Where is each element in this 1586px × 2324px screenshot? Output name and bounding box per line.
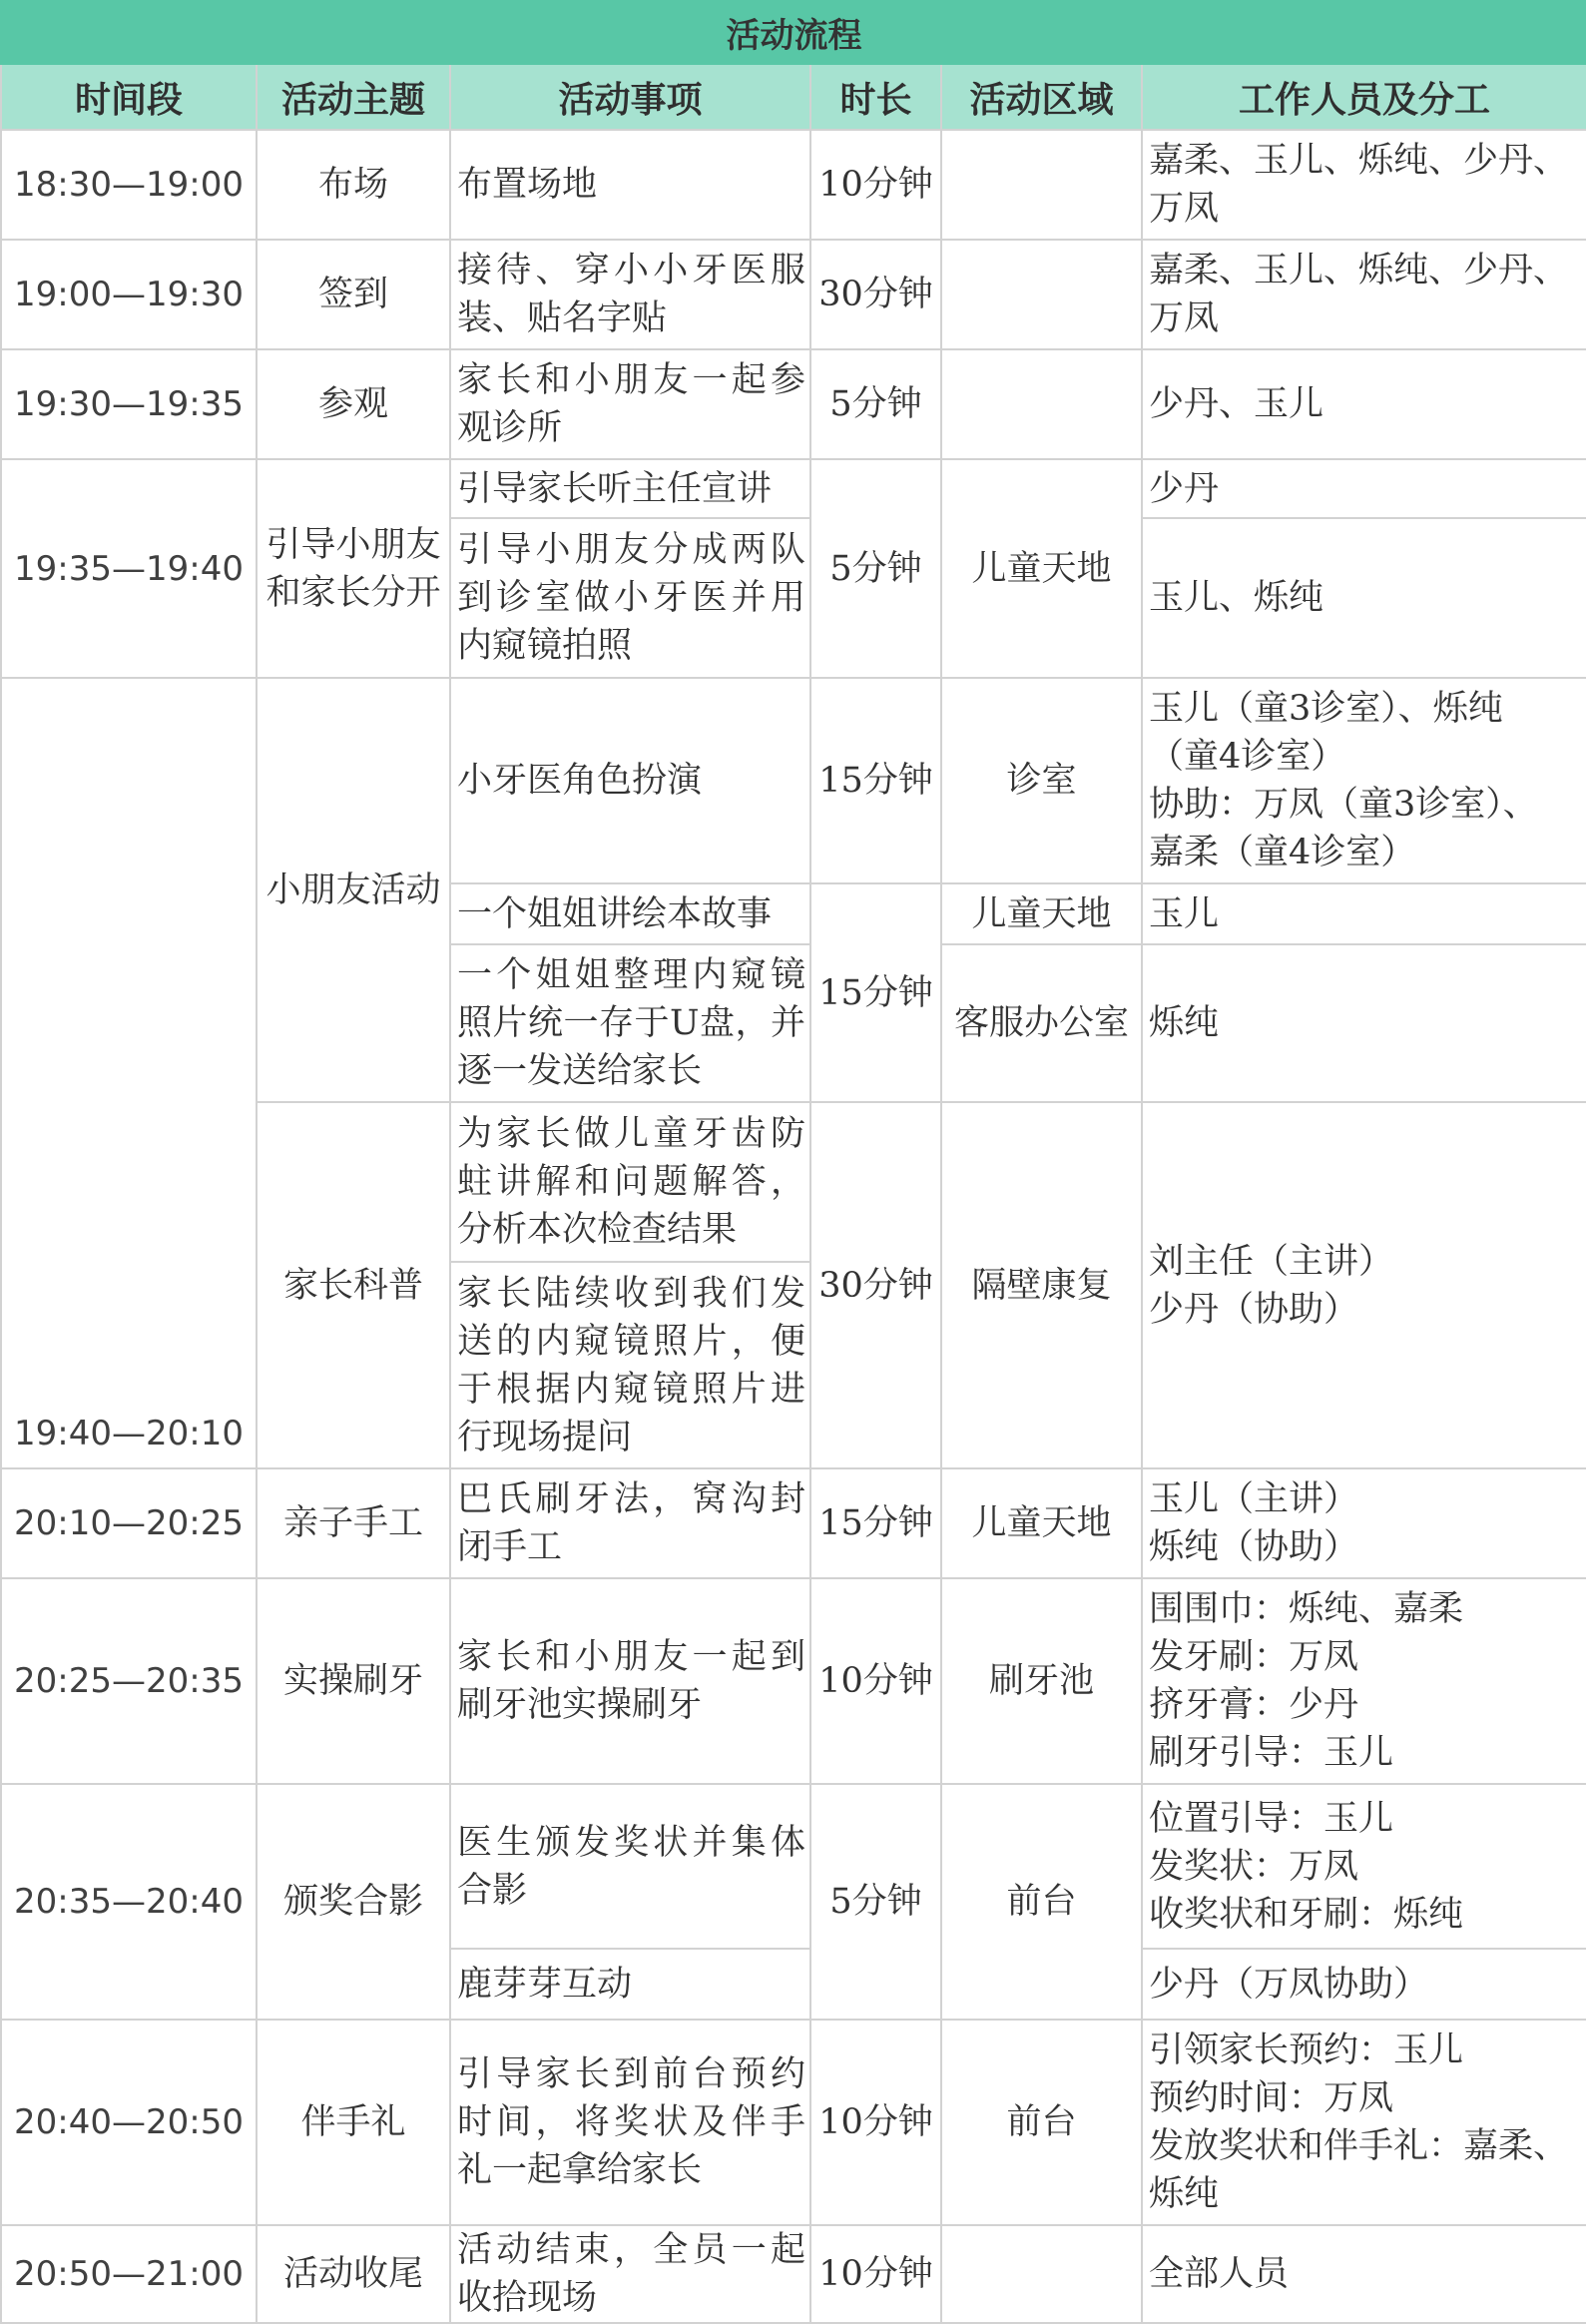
table-row xyxy=(1,1784,1586,1949)
staff-line: 玉儿 xyxy=(1149,893,1220,934)
time-cell: 18:30—19:00 xyxy=(1,130,257,240)
time-cell: 20:40—20:50 xyxy=(1,2020,257,2225)
topic-cell: 布场 xyxy=(257,130,450,240)
area-cell xyxy=(941,240,1142,349)
item-cell xyxy=(450,1784,810,1949)
staff-line: 嘉柔、玉儿、烁纯、少丹、 xyxy=(1149,141,1569,181)
item-line: 闭手工 xyxy=(457,1527,563,1567)
time-cell: 20:25—20:35 xyxy=(1,1578,257,1784)
item-line: 照片统一存于U盘，并 xyxy=(457,1003,805,1043)
duration-cell: 10分钟 xyxy=(810,1578,941,1784)
staff-line: 烁纯 xyxy=(1149,2174,1220,2214)
staff-line: 嘉柔（童4诊室） xyxy=(1149,833,1416,872)
header-staff: 工作人员及分工 xyxy=(1142,64,1586,130)
item-line: 布置场地 xyxy=(457,165,598,205)
area-cell: 诊室 xyxy=(941,678,1142,883)
table-title: 活动流程 xyxy=(1,1,1586,64)
staff-line: 烁纯 xyxy=(1149,1003,1220,1043)
topic-cell: 参观 xyxy=(257,349,450,459)
topic-line: 和家长分开 xyxy=(265,572,441,613)
staff-cell xyxy=(1142,240,1586,349)
staff-cell xyxy=(1142,1784,1586,1949)
area-cell xyxy=(941,349,1142,459)
time-cell: 19:30—19:35 xyxy=(1,349,257,459)
topic-cell: 家长科普 xyxy=(257,1102,450,1468)
staff-line: 引领家长预约：玉儿 xyxy=(1149,2031,1464,2070)
topic-line: 引导小朋友 xyxy=(265,524,441,565)
item-cell xyxy=(450,1949,810,2020)
item-line: 于根据内窥镜照片进 xyxy=(457,1369,805,1410)
item-line: 分析本次检查结果 xyxy=(457,1210,738,1250)
area-cell: 前台 xyxy=(941,2020,1142,2225)
item-line: 家长陆续收到我们发 xyxy=(457,1273,805,1314)
staff-line: （童4诊室） xyxy=(1149,737,1346,777)
staff-line: 玉儿、烁纯 xyxy=(1149,578,1324,618)
item-line: 行现场提问 xyxy=(457,1417,633,1457)
duration-cell: 5分钟 xyxy=(810,1784,941,2020)
item-line: 观诊所 xyxy=(457,408,563,448)
item-line: 巴氏刷牙法，窝沟封 xyxy=(457,1479,805,1519)
time-cell: 19:00—19:30 xyxy=(1,240,257,349)
time-cell: 19:35—19:40 xyxy=(1,459,257,678)
topic-cell: 伴手礼 xyxy=(257,2020,450,2225)
topic-cell xyxy=(257,459,450,678)
staff-line: 刘主任（主讲） xyxy=(1149,1241,1394,1282)
header-time: 时间段 xyxy=(1,64,257,130)
duration-cell: 15分钟 xyxy=(810,678,941,883)
topic-cell: 亲子手工 xyxy=(257,1468,450,1578)
item-cell xyxy=(450,944,810,1102)
table-row xyxy=(1,2020,1586,2225)
staff-line: 收奖状和牙刷：烁纯 xyxy=(1149,1894,1464,1935)
staff-line: 玉儿（童3诊室）、烁纯 xyxy=(1149,689,1503,729)
duration-cell: 30分钟 xyxy=(810,240,941,349)
duration-cell: 10分钟 xyxy=(810,2020,941,2225)
item-line: 蛀讲解和问题解答， xyxy=(457,1162,805,1202)
topic-cell: 小朋友活动 xyxy=(257,678,450,1102)
staff-line: 少丹（万凤协助） xyxy=(1149,1964,1429,2005)
item-cell xyxy=(450,1578,810,1784)
duration-cell: 15分钟 xyxy=(810,1468,941,1578)
staff-cell xyxy=(1142,130,1586,240)
item-line: 一个姐姐整理内窥镜 xyxy=(457,955,805,995)
staff-cell xyxy=(1142,2020,1586,2225)
item-cell xyxy=(450,240,810,349)
item-line: 礼一起拿给家长 xyxy=(457,2150,703,2190)
item-cell xyxy=(450,518,810,678)
header-item: 活动事项 xyxy=(450,64,810,130)
staff-line: 围围巾：烁纯、嘉柔 xyxy=(1149,1589,1464,1629)
staff-cell xyxy=(1142,1468,1586,1578)
item-line: 鹿芽芽互动 xyxy=(457,1964,633,2005)
table-row xyxy=(1,349,1586,459)
topic-cell: 签到 xyxy=(257,240,450,349)
item-line: 小牙医角色扮演 xyxy=(457,761,703,801)
area-cell: 儿童天地 xyxy=(941,459,1142,678)
staff-line: 协助：万凤（童3诊室）、 xyxy=(1149,785,1538,825)
staff-line: 嘉柔、玉儿、烁纯、少丹、 xyxy=(1149,251,1569,290)
topic-cell: 活动收尾 xyxy=(257,2225,450,2323)
staff-line: 发放奖状和伴手礼：嘉柔、 xyxy=(1149,2126,1569,2166)
duration-cell: 5分钟 xyxy=(810,349,941,459)
item-line: 收拾现场 xyxy=(457,2278,598,2318)
staff-cell xyxy=(1142,883,1586,944)
item-line: 引导家长听主任宣讲 xyxy=(457,468,773,509)
staff-line: 位置引导：玉儿 xyxy=(1149,1798,1394,1839)
table-row xyxy=(1,1468,1586,1578)
staff-line: 挤牙膏：少丹 xyxy=(1149,1685,1359,1725)
item-line: 家长和小朋友一起到 xyxy=(457,1637,805,1677)
item-line: 刷牙池实操刷牙 xyxy=(457,1685,703,1725)
area-cell xyxy=(941,2225,1142,2323)
item-line: 引导小朋友分成两队 xyxy=(457,530,805,570)
staff-line: 玉儿（主讲） xyxy=(1149,1479,1359,1519)
item-line: 送的内窥镜照片，便 xyxy=(457,1321,805,1362)
item-cell xyxy=(450,2225,810,2323)
table-row xyxy=(1,2225,1586,2323)
time-cell: 19:40—20:10 xyxy=(1,678,257,1468)
area-cell: 刷牙池 xyxy=(941,1578,1142,1784)
item-cell xyxy=(450,349,810,459)
topic-cell: 颁奖合影 xyxy=(257,1784,450,2020)
table-row xyxy=(1,1578,1586,1784)
item-line: 医生颁发奖状并集体 xyxy=(457,1822,805,1863)
topic-cell: 实操刷牙 xyxy=(257,1578,450,1784)
duration-cell: 30分钟 xyxy=(810,1102,941,1468)
table-row xyxy=(1,240,1586,349)
staff-line: 发奖状：万凤 xyxy=(1149,1846,1359,1887)
staff-cell xyxy=(1142,1949,1586,2020)
staff-line: 少丹（协助） xyxy=(1149,1289,1359,1330)
item-line: 接待、穿小小牙医服 xyxy=(457,251,805,290)
table-row xyxy=(1,459,1586,518)
staff-cell xyxy=(1142,678,1586,883)
item-line: 活动结束，全员一起 xyxy=(457,2230,805,2270)
item-cell xyxy=(450,1262,810,1468)
area-cell: 隔壁康复 xyxy=(941,1102,1142,1468)
item-cell xyxy=(450,1468,810,1578)
item-line: 一个姐姐讲绘本故事 xyxy=(457,893,773,934)
staff-cell xyxy=(1142,518,1586,678)
header-topic: 活动主题 xyxy=(257,64,450,130)
staff-line: 少丹、玉儿 xyxy=(1149,384,1324,424)
time-cell: 20:10—20:25 xyxy=(1,1468,257,1578)
duration-cell: 15分钟 xyxy=(810,883,941,1102)
item-cell xyxy=(450,883,810,944)
item-line: 引导家长到前台预约 xyxy=(457,2054,805,2094)
table-row xyxy=(1,678,1586,883)
duration-cell: 10分钟 xyxy=(810,130,941,240)
item-line: 为家长做儿童牙齿防 xyxy=(457,1114,805,1154)
item-line: 内窥镜拍照 xyxy=(457,626,633,666)
time-cell: 20:35—20:40 xyxy=(1,1784,257,2020)
area-cell: 儿童天地 xyxy=(941,883,1142,944)
area-cell: 前台 xyxy=(941,1784,1142,2020)
staff-line: 全部人员 xyxy=(1149,2254,1290,2294)
staff-cell xyxy=(1142,944,1586,1102)
staff-cell xyxy=(1142,349,1586,459)
area-cell: 儿童天地 xyxy=(941,1468,1142,1578)
item-cell xyxy=(450,2020,810,2225)
item-cell xyxy=(450,1102,810,1262)
header-area: 活动区域 xyxy=(941,64,1142,130)
item-line: 装、贴名字贴 xyxy=(457,298,668,338)
item-line: 到诊室做小牙医并用 xyxy=(457,578,805,618)
header-duration: 时长 xyxy=(810,64,941,130)
area-cell: 客服办公室 xyxy=(941,944,1142,1102)
staff-cell xyxy=(1142,1102,1586,1468)
staff-cell xyxy=(1142,1578,1586,1784)
item-line: 逐一发送给家长 xyxy=(457,1051,703,1091)
item-cell xyxy=(450,130,810,240)
duration-cell: 10分钟 xyxy=(810,2225,941,2323)
item-line: 时间，将奖状及伴手 xyxy=(457,2102,805,2142)
table-row xyxy=(1,130,1586,240)
staff-cell xyxy=(1142,2225,1586,2323)
item-line: 合影 xyxy=(457,1870,528,1911)
duration-cell: 5分钟 xyxy=(810,459,941,678)
staff-cell xyxy=(1142,459,1586,518)
staff-line: 少丹 xyxy=(1149,468,1220,509)
time-cell: 20:50—21:00 xyxy=(1,2225,257,2323)
area-cell xyxy=(941,130,1142,240)
item-cell xyxy=(450,678,810,883)
staff-line: 万凤 xyxy=(1149,298,1220,338)
item-line: 家长和小朋友一起参 xyxy=(457,360,805,400)
staff-line: 万凤 xyxy=(1149,189,1220,229)
staff-line: 预约时间：万凤 xyxy=(1149,2078,1394,2118)
staff-line: 烁纯（协助） xyxy=(1149,1527,1359,1567)
item-cell xyxy=(450,459,810,518)
staff-line: 刷牙引导：玉儿 xyxy=(1149,1733,1394,1773)
staff-line: 发牙刷：万凤 xyxy=(1149,1637,1359,1677)
